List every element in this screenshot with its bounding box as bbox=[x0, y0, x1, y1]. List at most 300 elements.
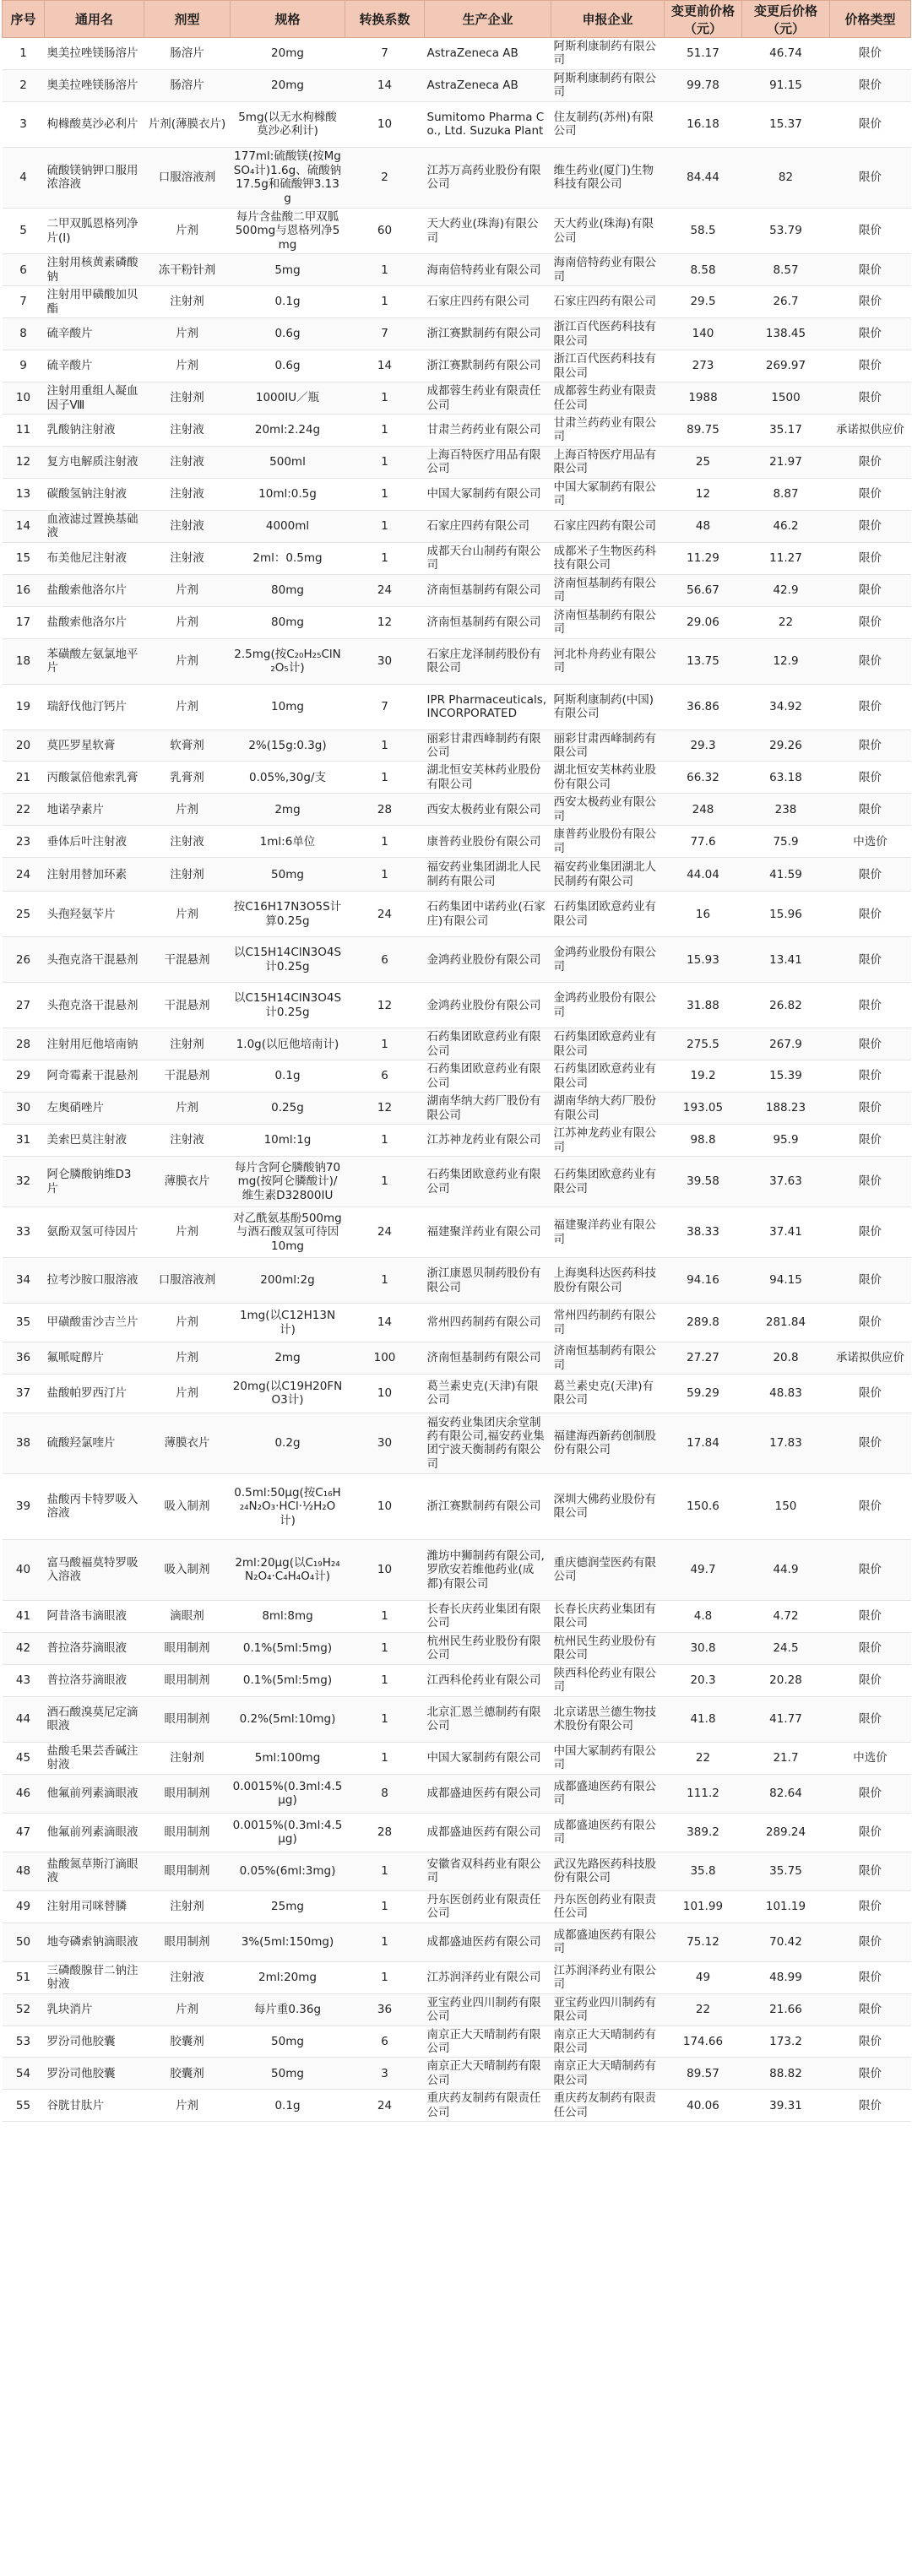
conversion-coefficient: 1 bbox=[345, 382, 425, 415]
conversion-coefficient: 1 bbox=[345, 1258, 425, 1304]
price-after: 4.72 bbox=[742, 1600, 830, 1632]
table-row bbox=[3, 684, 911, 729]
manufacturer: 江苏神龙药业有限公司 bbox=[425, 1125, 551, 1157]
manufacturer: 成都盛迪医药有限公司 bbox=[425, 1774, 551, 1813]
manufacturer: IPR Pharmaceuticals,INCORPORATED bbox=[425, 684, 551, 729]
applicant: 西安太极药业有限公司 bbox=[551, 794, 665, 826]
specification: 20mg bbox=[231, 38, 345, 70]
price-type: 限价 bbox=[830, 478, 911, 510]
price-type: 限价 bbox=[830, 762, 911, 794]
manufacturer: 济南恒基制药有限公司 bbox=[425, 574, 551, 606]
applicant: 成都盛迪医药有限公司 bbox=[551, 1923, 665, 1961]
row-number: 8 bbox=[3, 318, 45, 350]
generic-name: 盐酸索他洛尔片 bbox=[45, 606, 144, 638]
table-row bbox=[3, 478, 911, 510]
manufacturer: 浙江赛默制药有限公司 bbox=[425, 1473, 551, 1539]
price-before: 66.32 bbox=[665, 762, 742, 794]
dosage-form: 薄膜衣片 bbox=[144, 1157, 231, 1207]
price-after: 39.31 bbox=[742, 2090, 830, 2122]
conversion-coefficient: 1 bbox=[345, 478, 425, 510]
price-before: 12 bbox=[665, 478, 742, 510]
row-number: 46 bbox=[3, 1774, 45, 1813]
specification: 5mg bbox=[231, 254, 345, 286]
price-type: 限价 bbox=[830, 1961, 911, 1993]
price-type: 限价 bbox=[830, 1774, 911, 1813]
price-before: 84.44 bbox=[665, 147, 742, 208]
applicant: 济南恒基制药有限公司 bbox=[551, 606, 665, 638]
conversion-coefficient: 30 bbox=[345, 1413, 425, 1473]
price-after: 95.9 bbox=[742, 1125, 830, 1157]
price-type: 限价 bbox=[830, 1473, 911, 1539]
price-after: 26.7 bbox=[742, 286, 830, 318]
table-row bbox=[3, 1093, 911, 1125]
price-after: 75.9 bbox=[742, 826, 830, 858]
table-row bbox=[3, 1125, 911, 1157]
dosage-form: 乳膏剂 bbox=[144, 762, 231, 794]
table-row bbox=[3, 1258, 911, 1304]
price-after: 188.23 bbox=[742, 1093, 830, 1125]
price-before: 111.2 bbox=[665, 1774, 742, 1813]
conversion-coefficient: 12 bbox=[345, 1093, 425, 1125]
generic-name: 氨酚双氢可待因片 bbox=[45, 1207, 144, 1258]
row-number: 7 bbox=[3, 286, 45, 318]
price-after: 173.2 bbox=[742, 2026, 830, 2058]
generic-name: 硫酸羟氯喹片 bbox=[45, 1413, 144, 1473]
price-type: 限价 bbox=[830, 147, 911, 208]
price-after: 8.87 bbox=[742, 478, 830, 510]
dosage-form: 肠溶片 bbox=[144, 69, 231, 101]
conversion-coefficient: 1 bbox=[345, 1923, 425, 1961]
price-after: 17.83 bbox=[742, 1413, 830, 1473]
generic-name: 头孢克洛干混悬剂 bbox=[45, 983, 144, 1028]
generic-name: 注射用核黄素磷酸钠 bbox=[45, 254, 144, 286]
generic-name: 盐酸帕罗西汀片 bbox=[45, 1374, 144, 1413]
price-type: 限价 bbox=[830, 69, 911, 101]
manufacturer: 成都盛迪医药有限公司 bbox=[425, 1923, 551, 1961]
price-type: 限价 bbox=[830, 2026, 911, 2058]
row-number: 10 bbox=[3, 382, 45, 415]
table-row bbox=[3, 1774, 911, 1813]
conversion-coefficient: 1 bbox=[345, 1157, 425, 1207]
table-row bbox=[3, 254, 911, 286]
generic-name: 氟哌啶醇片 bbox=[45, 1342, 144, 1375]
generic-name: 三磷酸腺苷二钠注射液 bbox=[45, 1961, 144, 1993]
manufacturer: 南京正大天晴制药有限公司 bbox=[425, 2026, 551, 2058]
row-number: 49 bbox=[3, 1890, 45, 1923]
conversion-coefficient: 1 bbox=[345, 1961, 425, 1993]
price-after: 29.26 bbox=[742, 729, 830, 762]
price-before: 22 bbox=[665, 1993, 742, 2026]
price-before: 27.27 bbox=[665, 1342, 742, 1375]
generic-name: 奥美拉唑镁肠溶片 bbox=[45, 38, 144, 70]
manufacturer: Sumitomo Pharma Co., Ltd. Suzuka Plant bbox=[425, 101, 551, 147]
generic-name: 拉考沙胺口服溶液 bbox=[45, 1258, 144, 1304]
applicant: 上海百特医疗用品有限公司 bbox=[551, 446, 665, 478]
generic-name: 头孢羟氨苄片 bbox=[45, 892, 144, 937]
price-type: 中选价 bbox=[830, 1742, 911, 1774]
price-after: 21.66 bbox=[742, 1993, 830, 2026]
manufacturer: 济南恒基制药有限公司 bbox=[425, 1342, 551, 1375]
table-body bbox=[3, 38, 911, 2122]
applicant: 金鸿药业股份有限公司 bbox=[551, 983, 665, 1028]
manufacturer: 成都天台山制药有限公司 bbox=[425, 542, 551, 574]
price-before: 35.8 bbox=[665, 1852, 742, 1890]
applicant: 常州四药制药有限公司 bbox=[551, 1304, 665, 1342]
dosage-form: 口服溶液剂 bbox=[144, 147, 231, 208]
table-row bbox=[3, 446, 911, 478]
dosage-form: 片剂 bbox=[144, 350, 231, 382]
row-number: 1 bbox=[3, 38, 45, 70]
generic-name: 复方电解质注射液 bbox=[45, 446, 144, 478]
conversion-coefficient: 14 bbox=[345, 350, 425, 382]
row-number: 54 bbox=[3, 2058, 45, 2090]
conversion-coefficient: 14 bbox=[345, 69, 425, 101]
price-type: 限价 bbox=[830, 1157, 911, 1207]
table-row bbox=[3, 1961, 911, 1993]
price-after: 138.45 bbox=[742, 318, 830, 350]
applicant: 维生药业(厦门)生物科技有限公司 bbox=[551, 147, 665, 208]
price-type: 限价 bbox=[830, 446, 911, 478]
table-row bbox=[3, 826, 911, 858]
conversion-coefficient: 1 bbox=[345, 414, 425, 446]
applicant: 深圳大佛药业股份有限公司 bbox=[551, 1473, 665, 1539]
dosage-form: 注射液 bbox=[144, 478, 231, 510]
dosage-form: 注射液 bbox=[144, 826, 231, 858]
price-type: 限价 bbox=[830, 937, 911, 983]
row-number: 19 bbox=[3, 684, 45, 729]
dosage-form: 注射液 bbox=[144, 414, 231, 446]
applicant: 石药集团欧意药业有限公司 bbox=[551, 1157, 665, 1207]
price-type: 限价 bbox=[830, 1696, 911, 1742]
applicant: 福安药业集团湖北人民制药有限公司 bbox=[551, 858, 665, 892]
generic-name: 阿奇霉素干混悬剂 bbox=[45, 1060, 144, 1093]
specification: 0.05%,30g/支 bbox=[231, 762, 345, 794]
row-number: 44 bbox=[3, 1696, 45, 1742]
generic-name: 乳酸钠注射液 bbox=[45, 414, 144, 446]
table-row bbox=[3, 286, 911, 318]
specification: 80mg bbox=[231, 606, 345, 638]
dosage-form: 眼用制剂 bbox=[144, 1774, 231, 1813]
manufacturer: 南京正大天晴制药有限公司 bbox=[425, 2058, 551, 2090]
specification: 50mg bbox=[231, 2026, 345, 2058]
price-after: 21.97 bbox=[742, 446, 830, 478]
price-after: 11.27 bbox=[742, 542, 830, 574]
dosage-form: 注射液 bbox=[144, 446, 231, 478]
price-after: 21.7 bbox=[742, 1742, 830, 1774]
specification: 0.2%(5ml:10mg) bbox=[231, 1696, 345, 1742]
applicant: 金鸿药业股份有限公司 bbox=[551, 937, 665, 983]
generic-name: 他氟前列素滴眼液 bbox=[45, 1774, 144, 1813]
price-after: 35.75 bbox=[742, 1852, 830, 1890]
specification: 2ml:20mg bbox=[231, 1961, 345, 1993]
dosage-form: 片剂(薄膜衣片) bbox=[144, 101, 231, 147]
applicant: 南京正大天晴制药有限公司 bbox=[551, 2026, 665, 2058]
generic-name: 地夸磷索钠滴眼液 bbox=[45, 1923, 144, 1961]
table-row bbox=[3, 1413, 911, 1473]
row-number: 40 bbox=[3, 1539, 45, 1600]
manufacturer: 福建聚洋药业有限公司 bbox=[425, 1207, 551, 1258]
row-number: 6 bbox=[3, 254, 45, 286]
price-type: 限价 bbox=[830, 858, 911, 892]
row-number: 20 bbox=[3, 729, 45, 762]
specification: 0.0015%(0.3ml:4.5μg) bbox=[231, 1774, 345, 1813]
specification: 0.1g bbox=[231, 2090, 345, 2122]
price-before: 22 bbox=[665, 1742, 742, 1774]
dosage-form: 片剂 bbox=[144, 318, 231, 350]
specification: 1.0g(以厄他培南计) bbox=[231, 1028, 345, 1060]
table-row bbox=[3, 2026, 911, 2058]
applicant: 重庆药友制药有限责任公司 bbox=[551, 2090, 665, 2122]
conversion-coefficient: 24 bbox=[345, 574, 425, 606]
price-type: 限价 bbox=[830, 542, 911, 574]
generic-name: 枸橼酸莫沙必利片 bbox=[45, 101, 144, 147]
row-number: 15 bbox=[3, 542, 45, 574]
conversion-coefficient: 1 bbox=[345, 1742, 425, 1774]
price-after: 41.59 bbox=[742, 858, 830, 892]
generic-name: 美索巴莫注射液 bbox=[45, 1125, 144, 1157]
price-before: 48 bbox=[665, 510, 742, 542]
row-number: 34 bbox=[3, 1258, 45, 1304]
manufacturer: 石药集团欧意药业有限公司 bbox=[425, 1060, 551, 1093]
generic-name: 酒石酸溴莫尼定滴眼液 bbox=[45, 1696, 144, 1742]
generic-name: 奥美拉唑镁肠溶片 bbox=[45, 69, 144, 101]
table-row bbox=[3, 318, 911, 350]
applicant: 济南恒基制药有限公司 bbox=[551, 1342, 665, 1375]
applicant: 湖北恒安芙林药业股份有限公司 bbox=[551, 762, 665, 794]
price-after: 46.2 bbox=[742, 510, 830, 542]
dosage-form: 片剂 bbox=[144, 1374, 231, 1413]
price-after: 267.9 bbox=[742, 1028, 830, 1060]
dosage-form: 眼用制剂 bbox=[144, 1664, 231, 1696]
row-number: 25 bbox=[3, 892, 45, 937]
row-number: 28 bbox=[3, 1028, 45, 1060]
table-row bbox=[3, 574, 911, 606]
price-before: 16 bbox=[665, 892, 742, 937]
price-type: 限价 bbox=[830, 208, 911, 253]
row-number: 21 bbox=[3, 762, 45, 794]
price-before: 30.8 bbox=[665, 1632, 742, 1664]
applicant: 中国大冢制药有限公司 bbox=[551, 478, 665, 510]
price-type: 承诺拟供应价 bbox=[830, 414, 911, 446]
table-row bbox=[3, 2058, 911, 2090]
row-number: 11 bbox=[3, 414, 45, 446]
row-number: 3 bbox=[3, 101, 45, 147]
table-header bbox=[3, 1, 911, 38]
generic-name: 垂体后叶注射液 bbox=[45, 826, 144, 858]
row-number: 27 bbox=[3, 983, 45, 1028]
table-row bbox=[3, 1157, 911, 1207]
generic-name: 盐酸毛果芸香碱注射液 bbox=[45, 1742, 144, 1774]
manufacturer: 济南恒基制药有限公司 bbox=[425, 606, 551, 638]
specification: 1mg(以C12H13N计) bbox=[231, 1304, 345, 1342]
specification: 每片含阿仑膦酸钠70mg(按阿仑膦酸计)/维生素D32800IU bbox=[231, 1157, 345, 1207]
generic-name: 谷胱甘肽片 bbox=[45, 2090, 144, 2122]
table-row bbox=[3, 382, 911, 415]
conversion-coefficient: 6 bbox=[345, 937, 425, 983]
generic-name: 乳块消片 bbox=[45, 1993, 144, 2026]
manufacturer: 湖南华纳大药厂股份有限公司 bbox=[425, 1093, 551, 1125]
manufacturer: 金鸿药业股份有限公司 bbox=[425, 983, 551, 1028]
applicant: 河北朴舟药业有限公司 bbox=[551, 638, 665, 684]
row-number: 53 bbox=[3, 2026, 45, 2058]
specification: 50mg bbox=[231, 2058, 345, 2090]
generic-name: 罗汾司他胶囊 bbox=[45, 2026, 144, 2058]
applicant: 长春长庆药业集团有限公司 bbox=[551, 1600, 665, 1632]
price-type: 限价 bbox=[830, 510, 911, 542]
price-after: 44.9 bbox=[742, 1539, 830, 1600]
specification: 对乙酰氨基酚500mg与酒石酸双氢可待因10mg bbox=[231, 1207, 345, 1258]
price-after: 94.15 bbox=[742, 1258, 830, 1304]
price-before: 39.58 bbox=[665, 1157, 742, 1207]
applicant: 石家庄四药有限公司 bbox=[551, 510, 665, 542]
generic-name: 盐酸氮草斯汀滴眼液 bbox=[45, 1852, 144, 1890]
manufacturer: AstraZeneca AB bbox=[425, 38, 551, 70]
price-before: 49 bbox=[665, 1961, 742, 1993]
conversion-coefficient: 24 bbox=[345, 1207, 425, 1258]
table-row bbox=[3, 1600, 911, 1632]
row-number: 13 bbox=[3, 478, 45, 510]
dosage-form: 吸入制剂 bbox=[144, 1473, 231, 1539]
table-row bbox=[3, 1813, 911, 1852]
applicant: 陕西科伦药业有限公司 bbox=[551, 1664, 665, 1696]
generic-name: 左奥硝唑片 bbox=[45, 1093, 144, 1125]
dosage-form: 注射液 bbox=[144, 542, 231, 574]
manufacturer: 常州四药制药有限公司 bbox=[425, 1304, 551, 1342]
price-before: 16.18 bbox=[665, 101, 742, 147]
specification: 4000ml bbox=[231, 510, 345, 542]
conversion-coefficient: 3 bbox=[345, 2058, 425, 2090]
price-before: 29.3 bbox=[665, 729, 742, 762]
price-type: 限价 bbox=[830, 38, 911, 70]
row-number: 9 bbox=[3, 350, 45, 382]
conversion-coefficient: 12 bbox=[345, 606, 425, 638]
table-row bbox=[3, 1696, 911, 1742]
generic-name: 注射用甲磺酸加贝酯 bbox=[45, 286, 144, 318]
price-before: 174.66 bbox=[665, 2026, 742, 2058]
price-before: 31.88 bbox=[665, 983, 742, 1028]
conversion-coefficient: 10 bbox=[345, 101, 425, 147]
generic-name: 头孢克洛干混悬剂 bbox=[45, 937, 144, 983]
table-row bbox=[3, 147, 911, 208]
price-type: 限价 bbox=[830, 606, 911, 638]
price-after: 63.18 bbox=[742, 762, 830, 794]
generic-name: 盐酸丙卡特罗吸入溶液 bbox=[45, 1473, 144, 1539]
specification: 8ml:8mg bbox=[231, 1600, 345, 1632]
conversion-coefficient: 8 bbox=[345, 1774, 425, 1813]
table-row bbox=[3, 937, 911, 983]
conversion-coefficient: 6 bbox=[345, 2026, 425, 2058]
conversion-coefficient: 1 bbox=[345, 286, 425, 318]
specification: 0.1g bbox=[231, 286, 345, 318]
generic-name: 布美他尼注射液 bbox=[45, 542, 144, 574]
specification: 50mg bbox=[231, 858, 345, 892]
row-number: 48 bbox=[3, 1852, 45, 1890]
dosage-form: 片剂 bbox=[144, 638, 231, 684]
generic-name: 罗汾司他胶囊 bbox=[45, 2058, 144, 2090]
conversion-coefficient: 24 bbox=[345, 892, 425, 937]
specification: 25mg bbox=[231, 1890, 345, 1923]
applicant: 石药集团欧意药业有限公司 bbox=[551, 1028, 665, 1060]
manufacturer: AstraZeneca AB bbox=[425, 69, 551, 101]
price-after: 24.5 bbox=[742, 1632, 830, 1664]
row-number: 37 bbox=[3, 1374, 45, 1413]
manufacturer: 丽彩甘肃西峰制药有限公司 bbox=[425, 729, 551, 762]
applicant: 成都蓉生药业有限责任公司 bbox=[551, 382, 665, 415]
price-after: 34.92 bbox=[742, 684, 830, 729]
row-number: 26 bbox=[3, 937, 45, 983]
header-coef: 转换系数 bbox=[345, 1, 425, 38]
manufacturer: 福安药业集团庆余堂制药有限公司,福安药业集团宁波天衡制药有限公司 bbox=[425, 1413, 551, 1473]
table-row bbox=[3, 1742, 911, 1774]
specification: 2mg bbox=[231, 794, 345, 826]
price-before: 98.8 bbox=[665, 1125, 742, 1157]
applicant: 丹东医创药业有限责任公司 bbox=[551, 1890, 665, 1923]
specification: 每片含盐酸二甲双胍500mg与恩格列净5mg bbox=[231, 208, 345, 253]
price-after: 281.84 bbox=[742, 1304, 830, 1342]
generic-name: 他氟前列素滴眼液 bbox=[45, 1813, 144, 1852]
generic-name: 甲磺酸雷沙吉兰片 bbox=[45, 1304, 144, 1342]
price-type: 限价 bbox=[830, 1993, 911, 2026]
price-type: 限价 bbox=[830, 1600, 911, 1632]
price-after: 15.39 bbox=[742, 1060, 830, 1093]
table-row bbox=[3, 858, 911, 892]
manufacturer: 成都盛迪医药有限公司 bbox=[425, 1813, 551, 1852]
table-row bbox=[3, 1304, 911, 1342]
dosage-form: 胶囊剂 bbox=[144, 2058, 231, 2090]
applicant: 上海奥科达医药科技股份有限公司 bbox=[551, 1258, 665, 1304]
generic-name: 碳酸氢钠注射液 bbox=[45, 478, 144, 510]
price-before: 17.84 bbox=[665, 1413, 742, 1473]
dosage-form: 干混悬剂 bbox=[144, 983, 231, 1028]
manufacturer: 湖北恒安芙林药业股份有限公司 bbox=[425, 762, 551, 794]
conversion-coefficient: 1 bbox=[345, 254, 425, 286]
generic-name: 阿仑膦酸钠维D3片 bbox=[45, 1157, 144, 1207]
price-type: 限价 bbox=[830, 318, 911, 350]
table-row bbox=[3, 1342, 911, 1375]
specification: 20mg(以C19H20FNO3计) bbox=[231, 1374, 345, 1413]
row-number: 41 bbox=[3, 1600, 45, 1632]
table-row bbox=[3, 38, 911, 70]
applicant: 南京正大天晴制药有限公司 bbox=[551, 2058, 665, 2090]
dosage-form: 注射液 bbox=[144, 1125, 231, 1157]
specification: 0.05%(6ml:3mg) bbox=[231, 1852, 345, 1890]
generic-name: 普拉洛芬滴眼液 bbox=[45, 1632, 144, 1664]
price-type: 限价 bbox=[830, 1028, 911, 1060]
dosage-form: 胶囊剂 bbox=[144, 2026, 231, 2058]
price-type: 限价 bbox=[830, 382, 911, 415]
manufacturer: 甘肃兰药药业有限公司 bbox=[425, 414, 551, 446]
manufacturer: 葛兰素史克(天津)有限公司 bbox=[425, 1374, 551, 1413]
conversion-coefficient: 1 bbox=[345, 1028, 425, 1060]
dosage-form: 肠溶片 bbox=[144, 38, 231, 70]
conversion-coefficient: 10 bbox=[345, 1539, 425, 1600]
applicant: 住友制药(苏州)有限公司 bbox=[551, 101, 665, 147]
price-type: 限价 bbox=[830, 2090, 911, 2122]
manufacturer: 石家庄龙泽制药股份有限公司 bbox=[425, 638, 551, 684]
specification: 2ml:20μg(以C₁₉H₂₄N₂O₄·C₄H₄O₄计) bbox=[231, 1539, 345, 1600]
row-number: 5 bbox=[3, 208, 45, 253]
manufacturer: 中国大冢制药有限公司 bbox=[425, 1742, 551, 1774]
specification: 每片重0.36g bbox=[231, 1993, 345, 2026]
manufacturer: 成都蓉生药业有限责任公司 bbox=[425, 382, 551, 415]
price-after: 48.99 bbox=[742, 1961, 830, 1993]
manufacturer: 浙江赛默制药有限公司 bbox=[425, 350, 551, 382]
conversion-coefficient: 100 bbox=[345, 1342, 425, 1375]
row-number: 23 bbox=[3, 826, 45, 858]
price-before: 58.5 bbox=[665, 208, 742, 253]
price-after: 37.41 bbox=[742, 1207, 830, 1258]
table-row bbox=[3, 983, 911, 1028]
